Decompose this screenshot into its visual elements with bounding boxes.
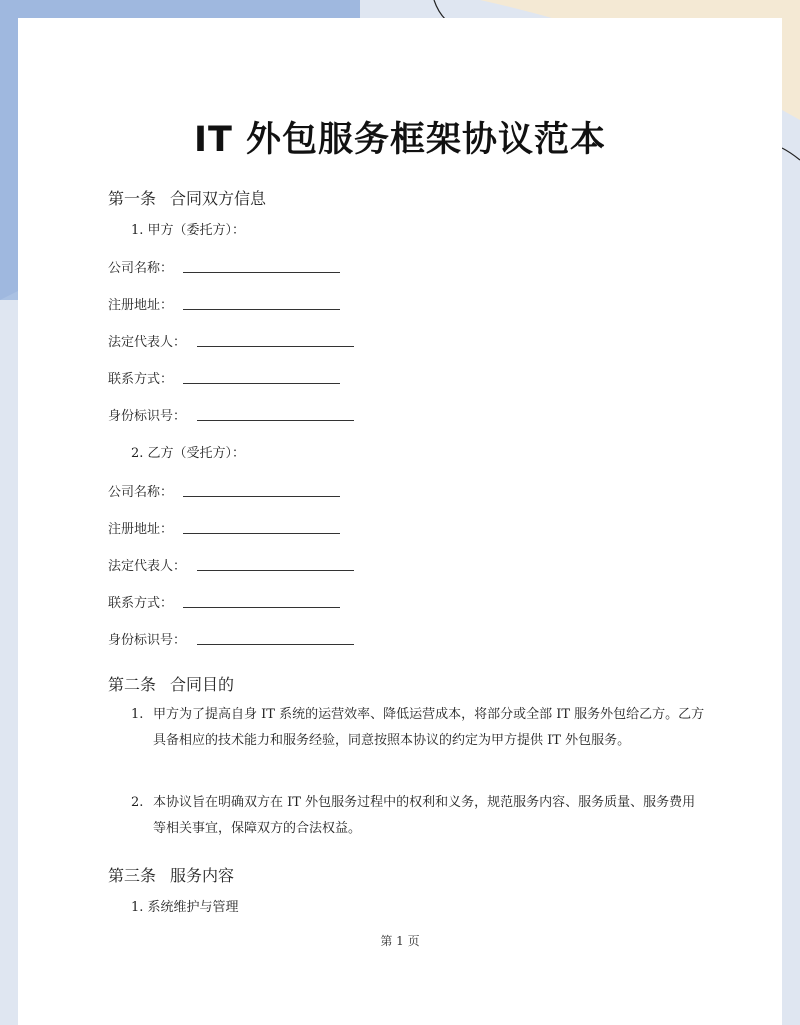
- section-2-heading: [108, 672, 234, 695]
- party-a-id-label: 身份标识号：: [108, 409, 187, 424]
- party-b-id-field: [108, 629, 186, 647]
- purpose-item-1-text: 甲方为了提高自身 IT 系统的运营效率、降低运营成本，将部分或全部 IT 服务外包给乙方。乙方具备相应的技术能力和服务经验，同意按照本协议的约定为甲方提供 IT 外包服务。: [153, 707, 705, 748]
- party-a-legal-rep-blank[interactable]: [197, 346, 354, 347]
- party-b-contact-field: [108, 592, 173, 610]
- section-3-heading: [108, 863, 234, 886]
- section-1-number: 第一条: [108, 189, 157, 208]
- party-a-contact-field: [108, 368, 173, 386]
- service-item-1: 1. 系统维护与管理: [131, 900, 239, 915]
- purpose-item-1: [131, 702, 706, 754]
- party-a-legal-rep-field: [108, 331, 186, 349]
- document-title: IT 外包服务框架协议范本: [193, 120, 607, 160]
- party-a-contact-blank[interactable]: [183, 383, 340, 384]
- party-b-legal-rep-label: 法定代表人：: [108, 559, 187, 574]
- party-a-id-blank[interactable]: [197, 420, 354, 421]
- purpose-item-2: [131, 790, 706, 842]
- section-3-title: 服务内容: [170, 866, 235, 885]
- party-b-heading: 2. 乙方（受托方）：: [131, 446, 246, 461]
- section-3-number: 第三条: [108, 866, 157, 885]
- party-b-contact-label: 联系方式：: [108, 596, 174, 611]
- party-a-address-label: 注册地址：: [108, 298, 174, 313]
- party-a-address-field: [108, 294, 173, 312]
- purpose-item-1-number: 1.: [131, 707, 144, 722]
- party-b-company-field: [108, 481, 173, 499]
- page-number: 第 1 页: [380, 934, 420, 948]
- party-a-company-field: [108, 257, 173, 275]
- party-a-address-blank[interactable]: [183, 309, 340, 310]
- party-a-company-blank[interactable]: [183, 272, 340, 273]
- party-a-heading: 1. 甲方（委托方）：: [131, 223, 246, 238]
- section-2-number: 第二条: [108, 675, 157, 694]
- section-1-heading: [108, 186, 266, 209]
- party-b-address-field: [108, 518, 173, 536]
- party-b-company-label: 公司名称：: [108, 485, 174, 500]
- party-a-contact-label: 联系方式：: [108, 372, 174, 387]
- party-b-address-blank[interactable]: [183, 533, 340, 534]
- party-a-company-label: 公司名称：: [108, 261, 174, 276]
- party-a-id-field: [108, 405, 186, 423]
- party-b-id-label: 身份标识号：: [108, 633, 187, 648]
- purpose-item-2-text: 本协议旨在明确双方在 IT 外包服务过程中的权利和义务，规范服务内容、服务质量、服务费用等相关事宜，保障双方的合法权益。: [153, 795, 696, 836]
- party-b-address-label: 注册地址：: [108, 522, 174, 537]
- section-2-title: 合同目的: [170, 675, 235, 694]
- party-b-company-blank[interactable]: [183, 496, 340, 497]
- party-a-legal-rep-label: 法定代表人：: [108, 335, 187, 350]
- party-b-legal-rep-field: [108, 555, 186, 573]
- party-b-contact-blank[interactable]: [183, 607, 340, 608]
- party-b-id-blank[interactable]: [197, 644, 354, 645]
- party-b-legal-rep-blank[interactable]: [197, 570, 354, 571]
- section-1-title: 合同双方信息: [170, 189, 267, 208]
- purpose-item-2-number: 2.: [131, 795, 144, 810]
